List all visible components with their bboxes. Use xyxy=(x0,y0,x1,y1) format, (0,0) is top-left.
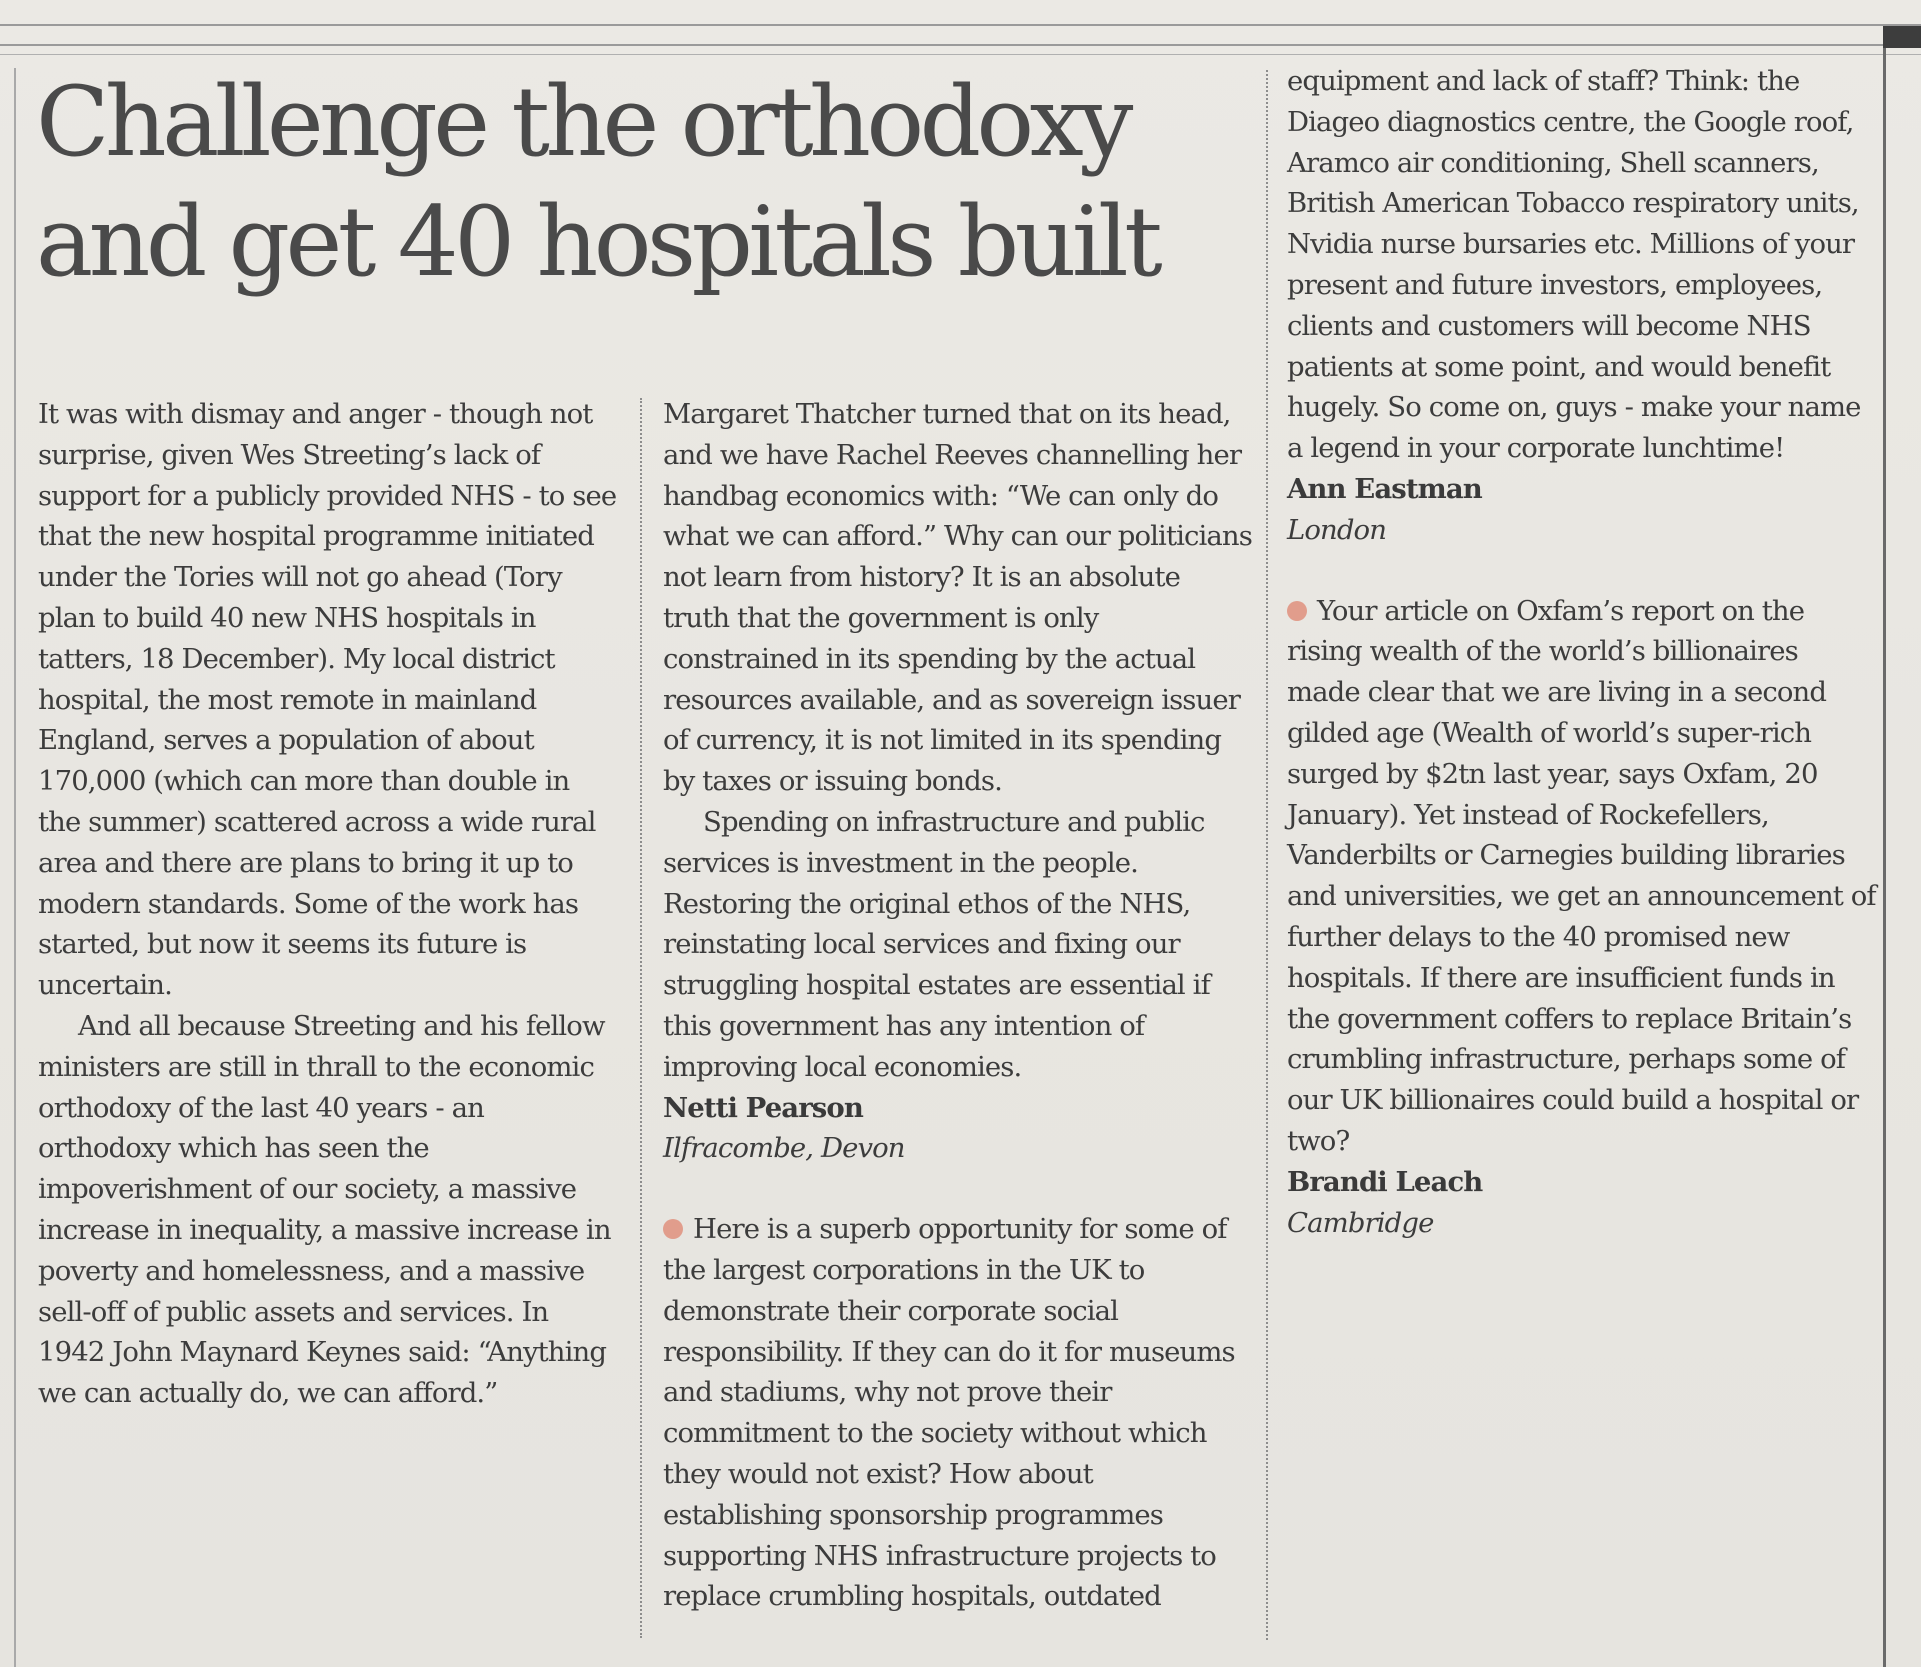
letter1-author-name: Netti Pearson xyxy=(663,1091,863,1124)
right-border xyxy=(1883,38,1886,1667)
right-edge-block xyxy=(1883,26,1921,48)
column-2 xyxy=(663,394,1253,1617)
letter3-body: Your article on Oxfam’s report on the rising wealth of the world’s billionaires made clear that we are living in a second gilded age (Wealth of world’s super-rich surged by $2tn last year, says Oxfam, 20 January). Yet instead of Rockefellers, Vanderbilts or Carnegies building libraries and universities, we get an announcement of further delays to the 40 promised new hospitals. If there are insufficient funds in the government coffers to replace Britain’s crumbling infrastructure, perhaps some of our UK billionaires could build a hospital or two? xyxy=(1287,594,1876,1157)
headline xyxy=(36,62,1246,302)
column-separator xyxy=(1266,70,1268,1640)
top-rule xyxy=(0,54,1921,55)
letter2-author-name: Ann Eastman xyxy=(1287,472,1482,505)
headline-line-1: Challenge the orthodoxy xyxy=(36,66,1129,178)
column-1 xyxy=(38,394,618,1414)
top-rule xyxy=(0,44,1921,46)
top-rule xyxy=(0,24,1921,26)
bullet-icon xyxy=(663,1219,683,1239)
letter1-author-place: Ilfracombe, Devon xyxy=(663,1132,905,1165)
column-3 xyxy=(1287,61,1877,1243)
letter2-author-place: London xyxy=(1287,513,1387,546)
letter2-paragraph-1 xyxy=(663,1209,1253,1617)
letter1-paragraph-1: It was with dismay and anger - though not surprise, given Wes Streeting’s lack of support for a publicly provided NHS - to see that the new hospital programme initiated under the Tories will not go ahead (Tory plan to build 40 new NHS hospitals in tatters, 18 December). My local district hospital, the most remote in mainland England, serves a population of about 170,000 (which can more than double in the summer) scattered across a wide rural area and there are plans to bring it up to modern standards. Some of the work has started, but now it seems its future is uncertain. xyxy=(38,398,617,1002)
letter3-paragraph-1 xyxy=(1287,591,1877,1162)
column-separator xyxy=(640,398,642,1638)
letter2-body: Here is a superb opportunity for some of the largest corporations in the UK to demonstrate their corporate social responsibility. If they can do it for museums and stadiums, why not prove their commitment to the society without which they would not exist? How about establishing sponsorship programmes supporting NHS infrastructure projects to replace crumbling hospitals, outdated xyxy=(663,1213,1235,1613)
letter3-author-name: Brandi Leach xyxy=(1287,1165,1483,1198)
left-border xyxy=(14,68,16,1667)
headline-line-2: and get 40 hospitals built xyxy=(36,186,1159,298)
letter2-continued: equipment and lack of staff? Think: the Diageo diagnostics centre, the Google roof, Aramco air conditioning, Shell scanners, British American Tobacco respiratory units, Nvidia nurse bursaries etc. Millions of your present and future investors, employees, clients and customers will become NHS patients at some point, and would benefit hugely. So come on, guys - make your name a legend in your corporate lunchtime! xyxy=(1287,65,1861,465)
letter1-paragraph-2: And all because Streeting and his fellow ministers are still in thrall to the economic orthodoxy of the last 40 years - an orthodoxy which has seen the impoverishment of our society, a massive increase in inequality, a massive increase in poverty and homelessness, and a massive sell-off of public assets and services. In 1942 John Maynard Keynes said: “Anything we can actually do, we can afford.” xyxy=(38,1009,611,1410)
letter1-paragraph-3: Margaret Thatcher turned that on its head, and we have Rachel Reeves channelling her handbag economics with: “We can only do what we can afford.” Why can our politicians not learn from history? It is an absolute truth that the government is only constrained in its spending by the actual resources available, and as sovereign issuer of currency, it is not limited in its spending by taxes or issuing bonds. xyxy=(663,398,1252,798)
bullet-icon xyxy=(1287,601,1307,621)
letter3-author-place: Cambridge xyxy=(1287,1206,1434,1239)
letter1-paragraph-4: Spending on infrastructure and public services is investment in the people. Restoring the original ethos of the NHS, reinstating local services and fixing our struggling hospital estates are essential if this government has any intention of improving local economies. xyxy=(663,805,1210,1083)
